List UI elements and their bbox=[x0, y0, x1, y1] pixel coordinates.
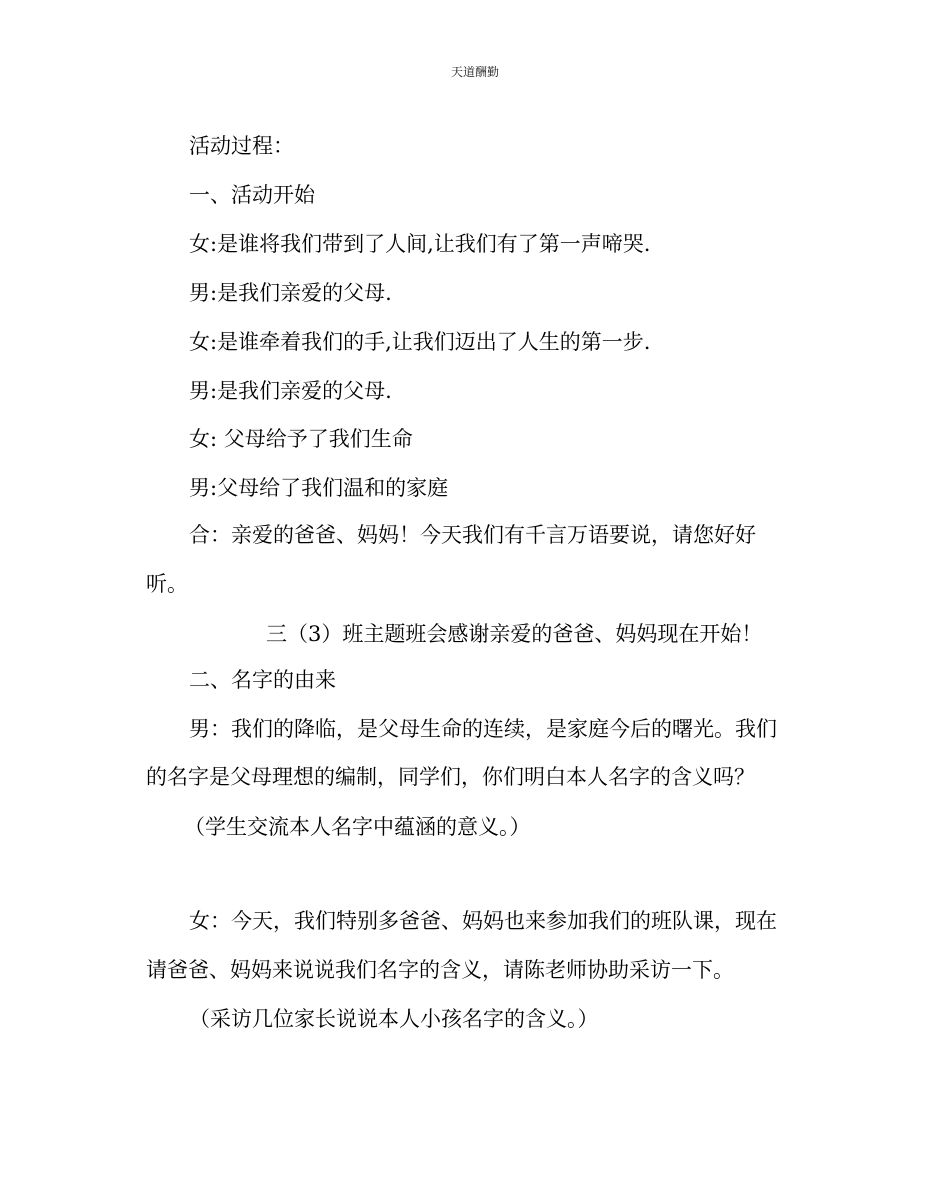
dialogue-line-continuation: 的名字是父母理想的编制，同学们，你们明白本人名字的含义吗？ bbox=[146, 765, 755, 789]
dialogue-line: 女:是谁牵着我们的手,让我们迈出了人生的第一步. bbox=[189, 330, 651, 354]
dialogue-line: 男:父母给了我们温和的家庭 bbox=[189, 476, 449, 500]
dialogue-line: 男:是我们亲爱的父母. bbox=[189, 379, 392, 403]
dialogue-line: 女: 父母给予了我们生命 bbox=[189, 427, 413, 451]
dialogue-line: 女：今天，我们特别多爸爸、妈妈也来参加我们的班队课，现在 bbox=[189, 909, 777, 933]
stage-direction: （学生交流本人名字中蕴涵的意义。） bbox=[184, 815, 531, 839]
dialogue-line: 女:是谁将我们带到了人间,让我们有了第一声啼哭. bbox=[189, 232, 651, 256]
dialogue-line: 男:是我们亲爱的父母. bbox=[189, 281, 392, 305]
dialogue-line-continuation: 请爸爸、妈妈来说说我们名字的含义，请陈老师协助采访一下。 bbox=[146, 958, 734, 982]
section-heading-1: 一、活动开始 bbox=[189, 183, 315, 207]
dialogue-line: 合：亲爱的爸爸、妈妈！今天我们有千言万语要说，请您好好 bbox=[189, 523, 756, 547]
section-intro-label: 活动过程： bbox=[189, 134, 294, 158]
dialogue-line-continuation: 听。 bbox=[146, 572, 188, 596]
page-header: 天道酬勤 bbox=[450, 65, 499, 79]
stage-direction: （采访几位家长说说本人小孩名字的含义。） bbox=[189, 1007, 599, 1031]
dialogue-line: 男：我们的降临，是父母生命的连续，是家庭今后的曙光。我们 bbox=[189, 717, 777, 741]
announcement-line: 三（3）班主题班会感谢亲爱的爸爸、妈妈现在开始！ bbox=[266, 622, 763, 646]
section-heading-2: 二、名字的由来 bbox=[189, 668, 336, 692]
